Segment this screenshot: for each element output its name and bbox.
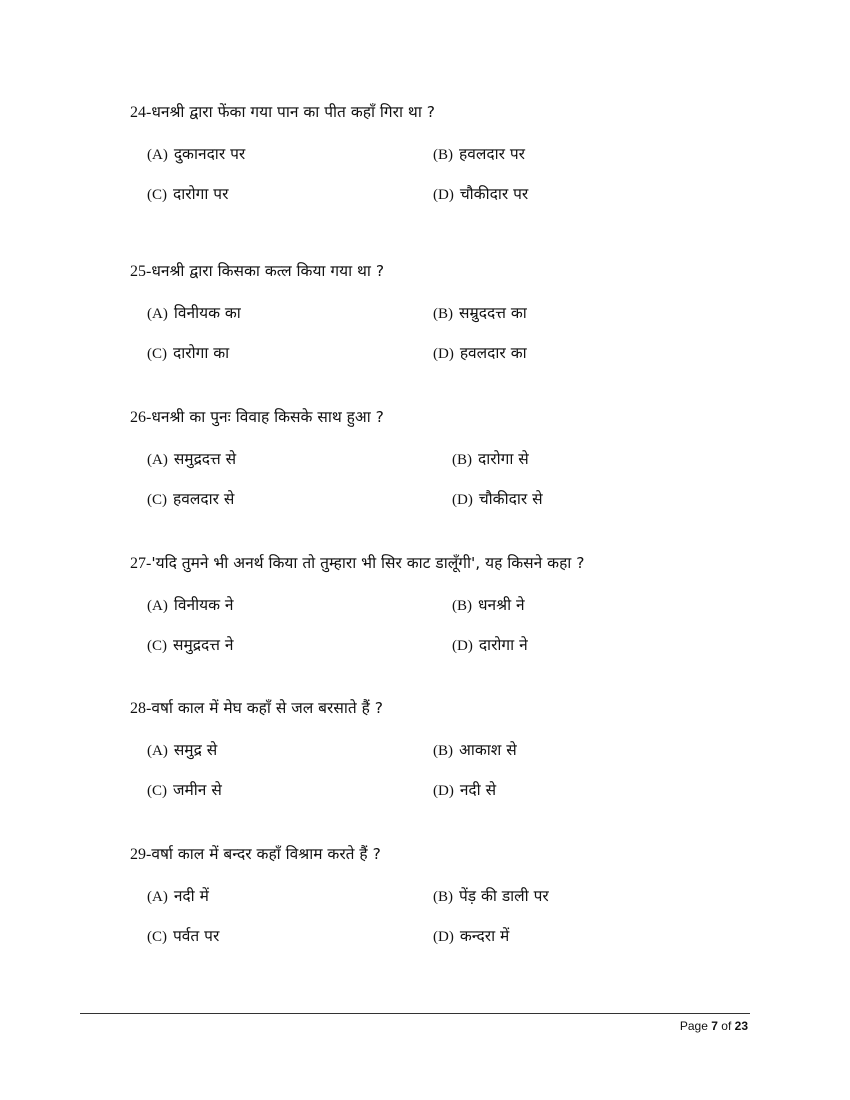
option-text: चौकीदार से <box>478 490 543 508</box>
option-text: पेंड़ की डाली पर <box>459 887 549 905</box>
question-text <box>130 260 384 283</box>
option-label: (A) <box>147 889 168 905</box>
option-a[interactable] <box>147 594 234 617</box>
option-text: समुद्र से <box>173 741 218 759</box>
option-d[interactable] <box>433 925 509 948</box>
option-label: (B) <box>433 743 453 759</box>
question-26 <box>0 406 850 536</box>
page-footer <box>680 1019 748 1033</box>
option-d[interactable] <box>433 183 528 206</box>
option-b[interactable] <box>433 143 525 166</box>
option-text: सम्रुददत्त का <box>459 304 527 322</box>
footer-divider <box>80 1013 750 1014</box>
question-text <box>130 697 383 720</box>
option-label: (A) <box>147 598 168 614</box>
option-d[interactable] <box>433 342 527 365</box>
question-number: 29- <box>130 846 152 863</box>
option-text: समुद्रदत्त से <box>173 450 237 468</box>
option-label: (D) <box>433 187 454 203</box>
question-28 <box>0 697 850 827</box>
option-text: हवलदार पर <box>459 145 526 163</box>
option-text: पर्वत पर <box>173 927 220 945</box>
option-label: (B) <box>433 306 453 322</box>
option-text: दारोगा का <box>173 344 230 362</box>
option-c[interactable] <box>147 634 233 657</box>
question-text <box>130 552 584 575</box>
option-label: (A) <box>147 147 168 163</box>
total-pages-number: 23 <box>734 1019 748 1033</box>
current-page-number: 7 <box>711 1019 718 1033</box>
option-d[interactable] <box>433 779 496 802</box>
option-a[interactable] <box>147 885 209 908</box>
question-body: धनश्री का पुनः विवाह किसके साथ हुआ ? <box>151 408 384 426</box>
option-text: नदी में <box>173 887 209 905</box>
option-text: हवलदार से <box>173 490 235 508</box>
option-text: जमीन से <box>173 781 222 799</box>
option-text: दारोगा ने <box>478 636 528 654</box>
option-text: दुकानदार पर <box>173 145 246 163</box>
question-27 <box>0 552 850 682</box>
question-number: 28- <box>130 700 152 717</box>
option-b[interactable] <box>433 302 527 325</box>
option-d[interactable] <box>452 488 543 511</box>
question-29 <box>0 843 850 973</box>
option-label: (D) <box>452 638 473 654</box>
option-label: (C) <box>147 187 167 203</box>
question-body: 'यदि तुमने भी अनर्थ किया तो तुम्हारा भी सिर काट डालूँगी', यह किसने कहा ? <box>151 554 585 572</box>
question-25 <box>0 260 850 390</box>
option-label: (C) <box>147 638 167 654</box>
question-number: 27- <box>130 555 152 572</box>
of-word: of <box>721 1019 732 1033</box>
option-text: नदी से <box>459 781 497 799</box>
option-a[interactable] <box>147 143 245 166</box>
option-text: हवलदार का <box>459 344 527 362</box>
option-label: (D) <box>433 783 454 799</box>
option-text: विनीयक का <box>173 304 241 322</box>
option-label: (B) <box>452 452 472 468</box>
option-text: कन्दरा में <box>459 927 510 945</box>
option-label: (A) <box>147 452 168 468</box>
option-label: (C) <box>147 346 167 362</box>
option-text: दारोगा से <box>478 450 529 468</box>
option-c[interactable] <box>147 779 222 802</box>
option-a[interactable] <box>147 302 241 325</box>
option-label: (A) <box>147 306 168 322</box>
option-label: (D) <box>433 346 454 362</box>
option-b[interactable] <box>433 885 549 908</box>
question-number: 25- <box>130 263 152 280</box>
option-label: (C) <box>147 783 167 799</box>
option-text: समुद्रदत्त ने <box>173 636 234 654</box>
question-text <box>130 843 381 866</box>
option-c[interactable] <box>147 488 234 511</box>
question-number: 26- <box>130 409 152 426</box>
option-label: (C) <box>147 492 167 508</box>
question-24 <box>0 101 850 231</box>
option-a[interactable] <box>147 448 236 471</box>
question-body: धनश्री द्वारा किसका कत्ल किया गया था ? <box>151 262 385 280</box>
option-b[interactable] <box>452 594 525 617</box>
option-c[interactable] <box>147 342 229 365</box>
option-text: चौकीदार पर <box>459 185 529 203</box>
option-label: (C) <box>147 929 167 945</box>
option-text: धनश्री ने <box>478 596 525 614</box>
question-body: वर्षा काल में मेघ कहाँ से जल बरसाते हैं ? <box>151 699 384 717</box>
option-c[interactable] <box>147 925 219 948</box>
question-text <box>130 406 384 429</box>
option-text: दारोगा पर <box>173 185 229 203</box>
option-label: (B) <box>433 889 453 905</box>
option-label: (D) <box>452 492 473 508</box>
page-word: Page <box>679 1019 708 1033</box>
option-label: (B) <box>452 598 472 614</box>
option-text: आकाश से <box>459 741 517 759</box>
question-body: धनश्री द्वारा फेंका गया पान का पीत कहाँ गिरा था ? <box>151 103 435 121</box>
option-text: विनीयक ने <box>173 596 234 614</box>
question-number: 24- <box>130 104 152 121</box>
option-d[interactable] <box>452 634 528 657</box>
option-b[interactable] <box>452 448 529 471</box>
option-label: (B) <box>433 147 453 163</box>
option-a[interactable] <box>147 739 217 762</box>
option-b[interactable] <box>433 739 517 762</box>
question-body: वर्षा काल में बन्दर कहाँ विश्राम करते हैं ? <box>151 845 381 863</box>
option-label: (A) <box>147 743 168 759</box>
option-c[interactable] <box>147 183 228 206</box>
question-text <box>130 101 435 124</box>
option-label: (D) <box>433 929 454 945</box>
